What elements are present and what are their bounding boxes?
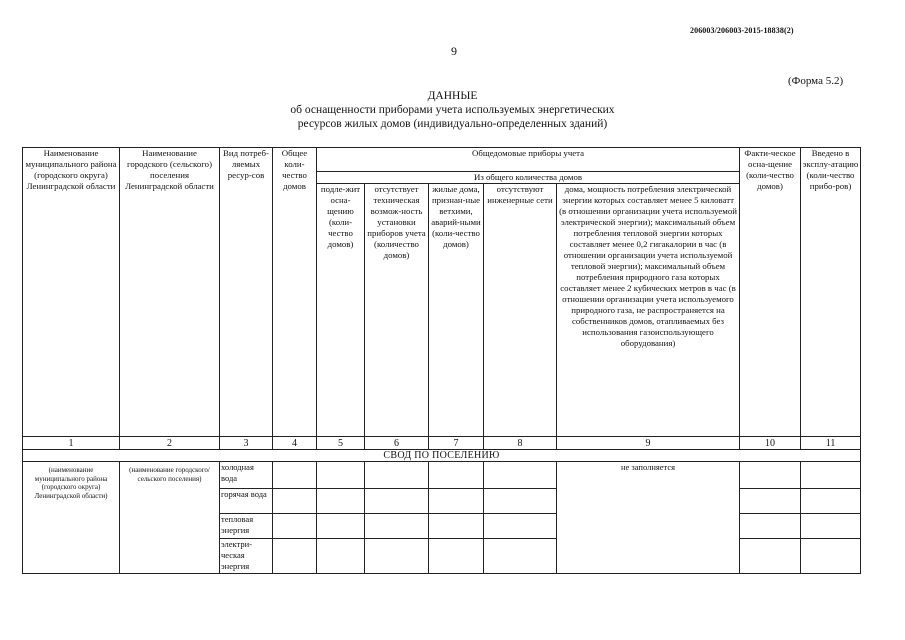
municipal-district-placeholder: (наименование муниципального района (городского округа) Ленинградской области): [23, 462, 120, 574]
cell: [317, 462, 365, 489]
column-number: 8: [484, 437, 557, 450]
cell: [429, 489, 484, 514]
title-line-3: ресурсов жилых домов (индивидуально-определенных зданий): [297, 118, 608, 130]
cell: [273, 462, 317, 489]
column-number: 2: [120, 437, 220, 450]
cell: [740, 462, 801, 489]
document-title: [0, 89, 905, 131]
header-municipal-district: Наименование муниципального района (городского округа) Ленинградской области: [23, 148, 120, 437]
header-no-technical-possibility: отсутствует техническая возмож-ность установки приборов учета (количество домов): [365, 184, 429, 437]
cell: [317, 514, 365, 539]
data-table: [22, 147, 861, 574]
cell: [484, 539, 557, 574]
resource-heat-energy: тепловая энергия: [220, 514, 273, 539]
column-number: 4: [273, 437, 317, 450]
cell: [429, 539, 484, 574]
header-dilapidated-houses: жилые дома, признан-ные ветхими, аварий-ными (коли-чество домов): [429, 184, 484, 437]
col9-not-filled-note: не заполняется: [557, 462, 740, 574]
cell: [740, 539, 801, 574]
cell: [801, 462, 861, 489]
column-number: 1: [23, 437, 120, 450]
column-number: 10: [740, 437, 801, 450]
cell: [484, 462, 557, 489]
header-low-consumption-houses: дома, мощность потребления электрической энергии которых составляет менее 5 киловатт (в отношении организации учета используемой электрической энергии); максимальный объем потребления тепловой энергии которых составляет менее 0,2 гигакалории в час (в отношении организации учета используемой тепловой энергии); максимальный объем потребления природного газа которых составляет менее 2 кубических метров в час (в отношении организации учета используемого природного газа, не распространяется на собственников домов, отапливаемых без использования газоиспользующего оборудования): [557, 184, 740, 437]
cell: [365, 539, 429, 574]
cell: [273, 539, 317, 574]
column-number: 3: [220, 437, 273, 450]
header-meters-group: Общедомовые приборы учета: [317, 148, 740, 172]
header-resource-type: Вид потреб-ляемых ресур-сов: [220, 148, 273, 437]
cell: [484, 489, 557, 514]
cell: [429, 462, 484, 489]
cell: [801, 514, 861, 539]
cell: [801, 539, 861, 574]
cell: [740, 489, 801, 514]
document-number: 206003/206003-2015-18838(2): [690, 26, 794, 35]
title-line-1: ДАННЫЕ: [427, 90, 478, 102]
cell: [801, 489, 861, 514]
column-number: 6: [365, 437, 429, 450]
cell: [317, 539, 365, 574]
settlement-placeholder: (наименование городского/сельского поселения): [120, 462, 220, 574]
header-to-be-equipped: подле-жит осна-щению (коли-чество домов): [317, 184, 365, 437]
header-settlement: Наименование городского (сельского) поселения Ленинградской области: [120, 148, 220, 437]
header-commissioned: Введено в эксплу-атацию (коли-чество прибо-ров): [801, 148, 861, 437]
cell: [273, 489, 317, 514]
header-subgroup: Из общего количества домов: [317, 172, 740, 184]
column-number: 5: [317, 437, 365, 450]
header-actual-equipped: Факти-ческое осна-щение (коли-чество домов): [740, 148, 801, 437]
resource-electric-energy: электри-ческая энергия: [220, 539, 273, 574]
form-label: (Форма 5.2): [788, 75, 844, 87]
cell: [317, 489, 365, 514]
cell: [740, 514, 801, 539]
column-number: 7: [429, 437, 484, 450]
resource-cold-water: холодная вода: [220, 462, 273, 489]
cell: [429, 514, 484, 539]
section-summary-by-settlement: СВОД ПО ПОСЕЛЕНИЮ: [23, 450, 861, 462]
cell: [273, 514, 317, 539]
cell: [484, 514, 557, 539]
header-no-engineering-networks: отсутствуют инженерные сети: [484, 184, 557, 437]
column-number: 9: [557, 437, 740, 450]
header-total-houses: Общее коли-чество домов: [273, 148, 317, 437]
column-number: 11: [801, 437, 861, 450]
cell: [365, 514, 429, 539]
resource-hot-water: горячая вода: [220, 489, 273, 514]
page-number: 9: [451, 44, 457, 58]
cell: [365, 462, 429, 489]
cell: [365, 489, 429, 514]
title-line-2: об оснащенности приборами учета используемых энергетических: [290, 104, 615, 116]
